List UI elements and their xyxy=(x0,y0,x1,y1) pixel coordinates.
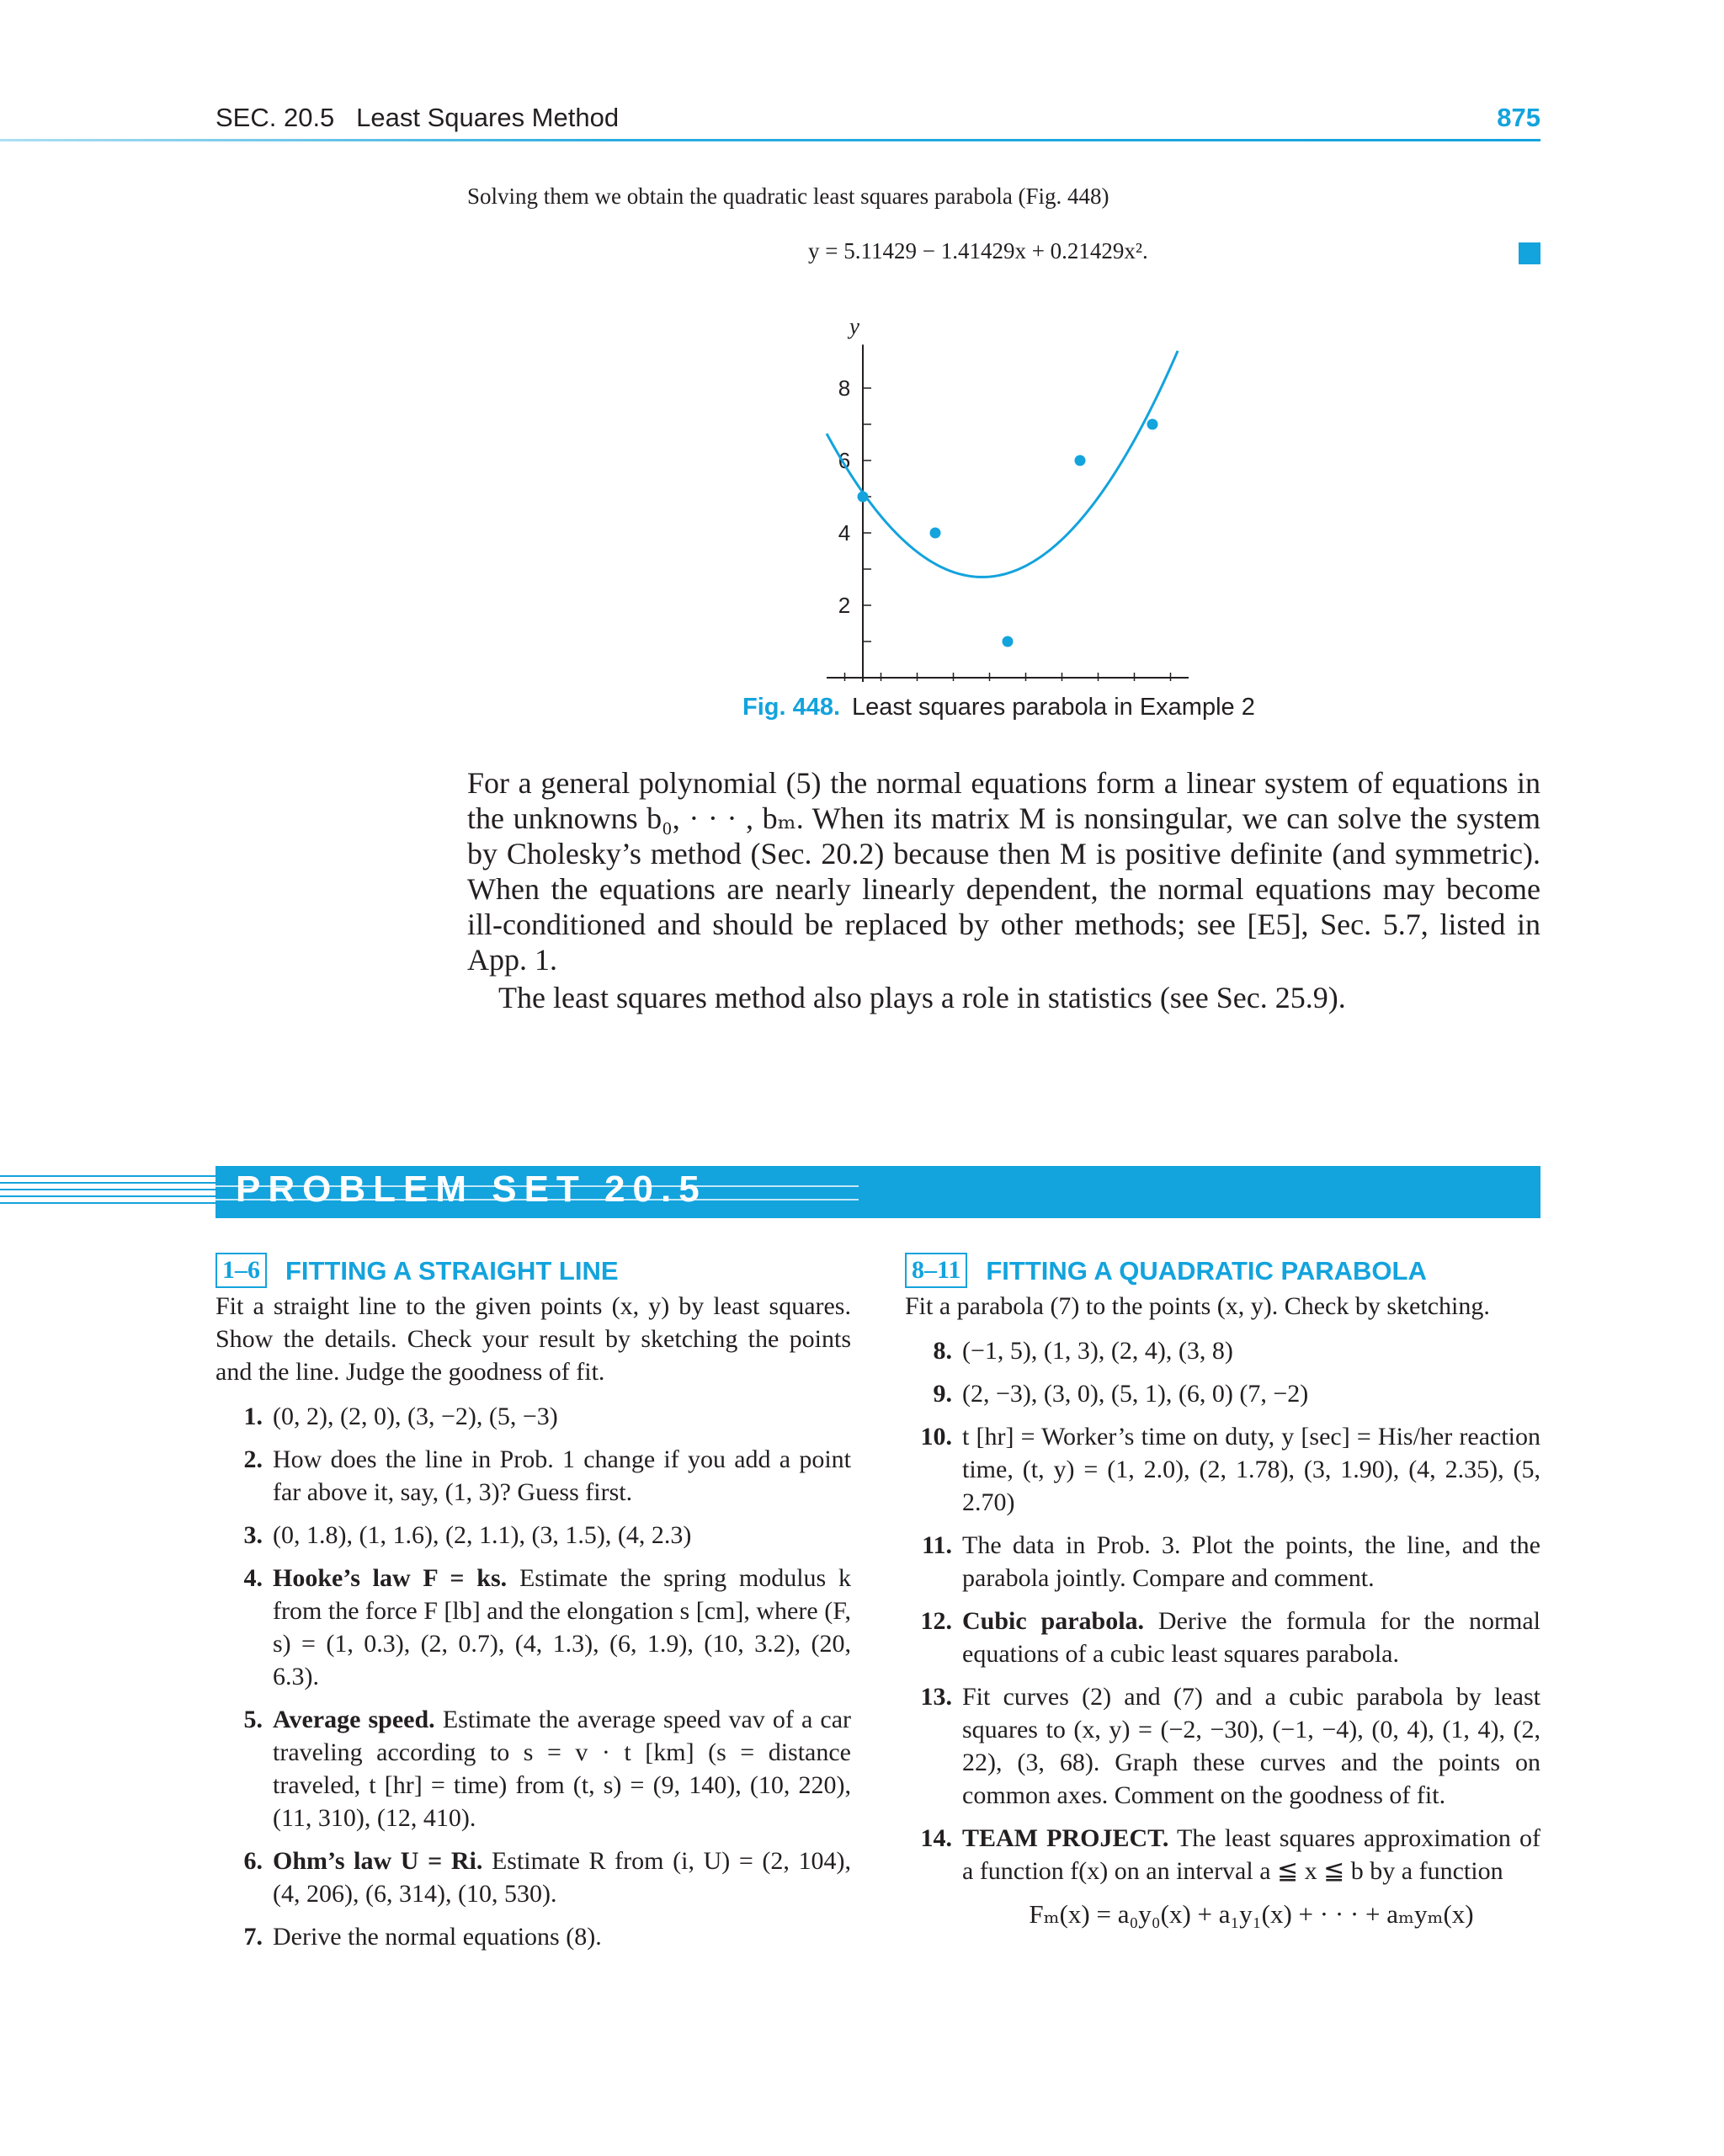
problem-text xyxy=(962,1605,1540,1670)
section-heading-title: FITTING A QUADRATIC PARABOLA xyxy=(986,1255,1427,1286)
data-point xyxy=(1147,419,1158,430)
paragraph-normal-equations: For a general polynomial (5) the normal equations form a linear system of equations in the unknowns b₀, · · · , bₘ. When its matrix M is nonsingular, we can solve the system by Cholesky’s method (Sec. 20.2) because then M is positive definite (and symmetric). When the equations are nearly linearly dependent, the normal equations may become ill-conditioned and should be replaced by other methods; see [E5], Sec. 5.7, listed in App. 1. xyxy=(467,766,1540,977)
section-heading-title: FITTING A STRAIGHT LINE xyxy=(285,1255,619,1286)
problem-number: 8. xyxy=(933,1337,952,1365)
problem-item xyxy=(905,1377,1540,1410)
problem-body: The least squares approximation of a function f(x) on an interval a ≦ x ≦ b by a function xyxy=(962,1824,1540,1885)
problem-list xyxy=(216,1400,851,1953)
y-tick-label: 4 xyxy=(838,520,851,546)
parabola-curve xyxy=(827,351,1178,578)
problem-item xyxy=(905,1605,1540,1670)
problem-number: 5. xyxy=(243,1706,263,1733)
problem-body: (2, −3), (3, 0), (5, 1), (6, 0) (7, −2) xyxy=(962,1380,1309,1408)
problem-number: 12. xyxy=(920,1607,952,1635)
problem-item xyxy=(905,1529,1540,1594)
problem-column-right xyxy=(905,1253,1540,1930)
problem-number: 4. xyxy=(243,1564,263,1592)
problem-item xyxy=(905,1822,1540,1887)
y-axis-label: y xyxy=(849,313,859,339)
problem-body: t [hr] = Worker’s time on duty, y [sec] = His/her reaction time, (t, y) = (1, 2.0), (2, 1.78), (3, 1.90), (4, 2.35), (5, 2.70) xyxy=(962,1423,1540,1516)
problem-item xyxy=(216,1519,851,1552)
problem-text xyxy=(962,1420,1540,1519)
problem-body: Derive the normal equations (8). xyxy=(273,1923,602,1951)
problem-text xyxy=(273,1443,851,1509)
intro-line: Solving them we obtain the quadratic least squares parabola (Fig. 448) xyxy=(467,184,1109,209)
problem-body: Estimate the spring modulus k from the force F [lb] and the elongation s [cm], where (F, s) = (1, 0.3), (2, 0.7), (4, 1.3), (6, 1.9), (10, 3.2), (20, 6.3). xyxy=(273,1564,852,1690)
problem-bold-lead: Cubic parabola. xyxy=(962,1607,1145,1635)
running-head-section xyxy=(216,103,619,133)
problem-number: 9. xyxy=(933,1380,952,1408)
problem-number: 6. xyxy=(243,1847,263,1875)
problem-item xyxy=(216,1562,851,1693)
section-title: Least Squares Method xyxy=(356,103,620,132)
figure-caption xyxy=(742,694,1255,721)
problem-item xyxy=(905,1680,1540,1812)
data-point xyxy=(930,528,941,539)
problem-number: 7. xyxy=(243,1923,263,1951)
problem-text xyxy=(962,1822,1540,1887)
figure-label: Fig. 448. xyxy=(742,694,841,721)
problem-body: Derive the formula for the normal equations of a cubic least squares parabola. xyxy=(962,1607,1541,1668)
least-squares-chart xyxy=(758,311,1229,682)
problem-item xyxy=(216,1443,851,1509)
figure-448 xyxy=(758,311,1229,686)
problem-text xyxy=(962,1377,1540,1410)
problem-item xyxy=(216,1920,851,1953)
problem-text xyxy=(273,1519,851,1552)
y-tick-label: 6 xyxy=(838,448,851,473)
y-tick-label: 8 xyxy=(838,375,851,401)
problem-item xyxy=(216,1400,851,1433)
data-point xyxy=(1075,455,1086,466)
problem-body: (0, 1.8), (1, 1.6), (2, 1.1), (3, 1.5), (4, 2.3) xyxy=(273,1521,692,1549)
section-heading-straight-line xyxy=(216,1253,851,1288)
section-instructions: Fit a parabola (7) to the points (x, y). Check by sketching. xyxy=(905,1292,1490,1320)
problem-range-box: 1–6 xyxy=(216,1253,267,1288)
page-number: 875 xyxy=(1497,103,1540,132)
problem-item xyxy=(905,1420,1540,1519)
problem-number: 2. xyxy=(243,1445,263,1473)
section-heading-quadratic-parabola xyxy=(905,1253,1540,1288)
problem-item xyxy=(216,1845,851,1910)
problem-body: Estimate R from (i, U) = (2, 104), (4, 206), (6, 314), (10, 530). xyxy=(273,1847,851,1908)
problem-list xyxy=(905,1334,1540,1887)
problem-text xyxy=(962,1680,1540,1812)
y-tick-label: 2 xyxy=(838,593,851,618)
problem-set-title: PROBLEM SET 20.5 xyxy=(236,1168,707,1210)
problem-bold-lead: Average speed. xyxy=(273,1706,435,1733)
parabola-equation: y = 5.11429 − 1.41429x + 0.21429x². xyxy=(808,238,1148,264)
data-point xyxy=(1003,636,1014,647)
problem-body: (−1, 5), (1, 3), (2, 4), (3, 8) xyxy=(962,1337,1233,1365)
data-point xyxy=(858,492,869,503)
problem-item xyxy=(905,1334,1540,1367)
problem-bold-lead: Hooke’s law F = ks. xyxy=(273,1564,508,1592)
header-rule xyxy=(0,139,1540,141)
section-instructions: Fit a straight line to the given points (x, y) by least squares. Show the details. Check your result by sketching the points and the line. Judge the goodness of fit. xyxy=(216,1292,851,1386)
problem-number: 14. xyxy=(920,1824,952,1852)
problem-text xyxy=(962,1529,1540,1594)
problem-number: 3. xyxy=(243,1521,263,1549)
problem-number: 10. xyxy=(920,1423,952,1451)
section-number: SEC. 20.5 xyxy=(216,103,335,132)
problem-text xyxy=(273,1703,851,1834)
end-of-example-square xyxy=(1519,242,1540,264)
problem-text xyxy=(273,1562,851,1693)
problem-text xyxy=(273,1845,851,1910)
problem-body: Fit curves (2) and (7) and a cubic parabola by least squares to (x, y) = (−2, −30), (−1, −4), (0, 4), (1, 4), (2, 22), (3, 68). Graph these curves and the points on common axes. Comment on the goodness of fit. xyxy=(962,1683,1540,1809)
problem-bold-lead: Ohm’s law U = Ri. xyxy=(273,1847,483,1875)
problem-body: (0, 2), (2, 0), (3, −2), (5, −3) xyxy=(273,1403,558,1430)
figure-caption-text: Least squares parabola in Example 2 xyxy=(852,694,1255,721)
problem-column-left xyxy=(216,1253,851,1963)
problem-body: Estimate the average speed vav of a car traveling according to s = v · t [km] (s = distance traveled, t [hr] = time) from (t, s) = (9, 140), (10, 220), (11, 310), (12, 410). xyxy=(273,1706,852,1832)
approximation-formula: Fₘ(x) = a₀y₀(x) + a₁y₁(x) + · · · + aₘyₘ(x) xyxy=(1029,1899,1474,1929)
problem-range-box: 8–11 xyxy=(905,1253,967,1288)
problem-number: 13. xyxy=(920,1683,952,1711)
problem-text xyxy=(962,1334,1540,1367)
problem-text xyxy=(273,1920,851,1953)
problem-item xyxy=(216,1703,851,1834)
problem-bold-lead: TEAM PROJECT. xyxy=(962,1824,1169,1852)
running-head xyxy=(216,103,1540,140)
problem-number: 1. xyxy=(243,1403,263,1430)
problem-text xyxy=(273,1400,851,1433)
problem-body: The data in Prob. 3. Plot the points, the line, and the parabola jointly. Compare and comment. xyxy=(962,1531,1540,1592)
problem-number: 11. xyxy=(922,1531,952,1559)
problem-body: How does the line in Prob. 1 change if you add a point far above it, say, (1, 3)? Guess first. xyxy=(273,1445,851,1506)
paragraph-statistics: The least squares method also plays a role in statistics (see Sec. 25.9). xyxy=(498,981,1346,1014)
